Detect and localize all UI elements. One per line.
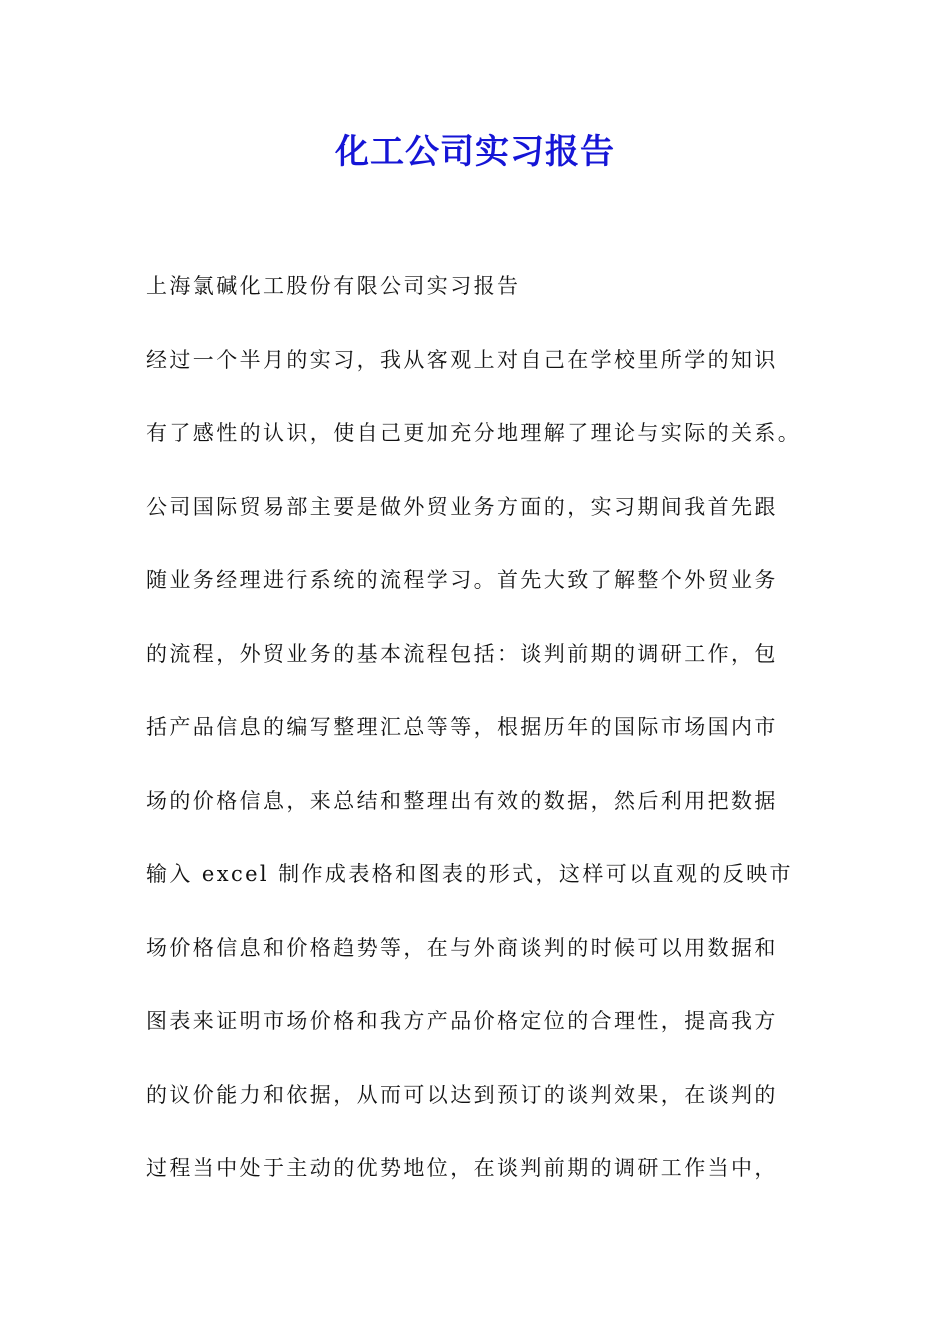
body-line: 有了感性的认识，使自己更加充分地理解了理论与实际的关系。 <box>146 421 802 445</box>
body-line: 经过一个半月的实习，我从客观上对自己在学校里所学的知识 <box>146 347 778 372</box>
body-line: 随业务经理进行系统的流程学习。首先大致了解整个外贸业务 <box>146 568 778 592</box>
body-line: 图表来证明市场价格和我方产品价格定位的合理性，提高我方 <box>146 1009 778 1033</box>
body-line: 括产品信息的编写整理汇总等等，根据历年的国际市场国内市 <box>146 715 778 739</box>
document-body <box>146 262 826 1218</box>
body-line: 过程当中处于主动的优势地位，在谈判前期的调研工作当中， <box>146 1156 778 1180</box>
body-line: 输入 excel 制作成表格和图表的形式，这样可以直观的反映市 <box>146 862 793 886</box>
document-title: 化工公司实习报告 <box>335 132 615 172</box>
body-line: 上海氯碱化工股份有限公司实习报告 <box>146 274 521 298</box>
body-line: 的流程，外贸业务的基本流程包括：谈判前期的调研工作，包 <box>146 641 778 666</box>
body-line: 公司国际贸易部主要是做外贸业务方面的，实习期间我首先跟 <box>146 494 778 519</box>
body-line: 场价格信息和价格趋势等，在与外商谈判的时候可以用数据和 <box>146 935 778 960</box>
body-line: 的议价能力和依据，从而可以达到预订的谈判效果，在谈判的 <box>146 1082 778 1107</box>
body-line: 场的价格信息，来总结和整理出有效的数据，然后利用把数据 <box>146 788 778 813</box>
